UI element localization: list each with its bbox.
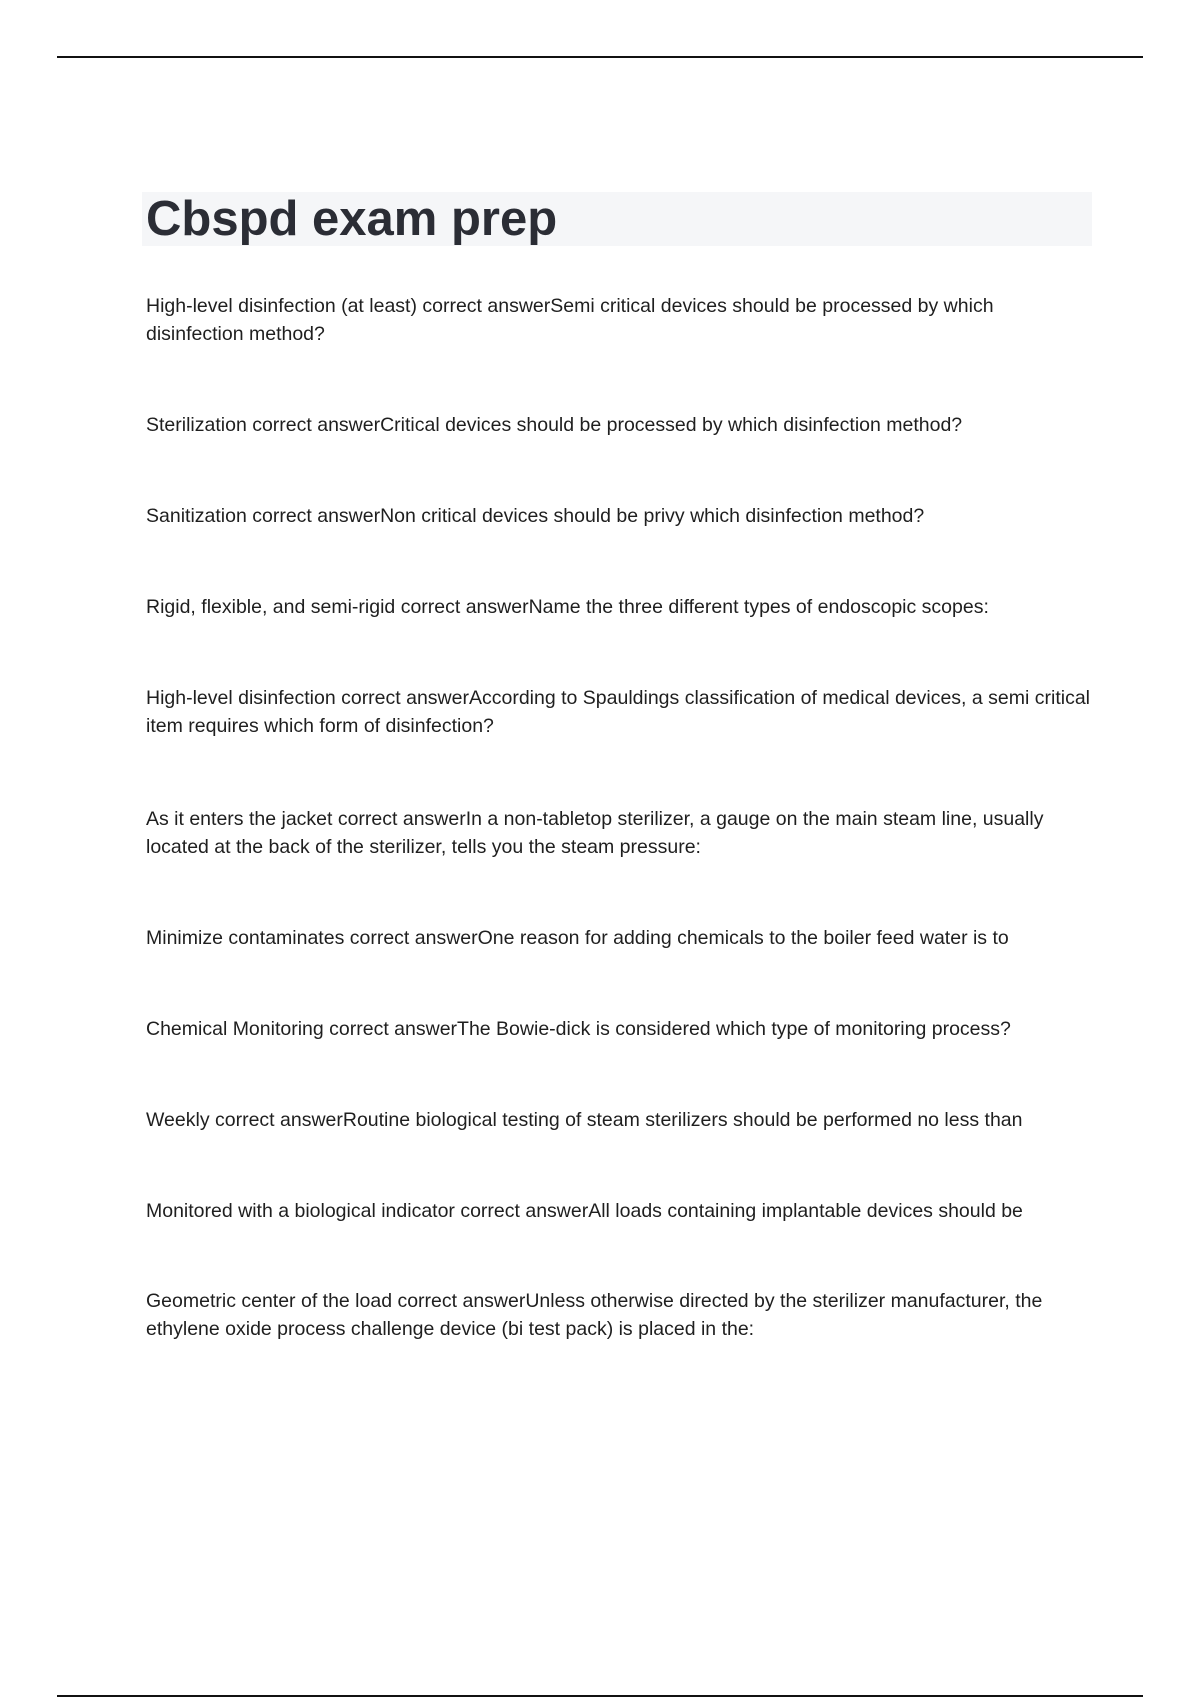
qa-item: Chemical Monitoring correct answerThe Bowie-dick is considered which type of monitoring process?: [146, 1018, 1011, 1040]
qa-item: As it enters the jacket correct answerIn a non-tabletop sterilizer, a gauge on the main steam line, usually located at the back of the sterilizer, tells you the steam pressure:: [146, 808, 1044, 858]
qa-item: High-level disinfection correct answerAccording to Spauldings classification of medical devices, a semi critical item requires which form of disinfection?: [146, 687, 1090, 737]
qa-item: High-level disinfection (at least) correct answerSemi critical devices should be processed by which disinfection method?: [146, 295, 994, 345]
page-title: Cbspd exam prep: [146, 192, 558, 246]
qa-item: Monitored with a biological indicator correct answerAll loads containing implantable devices should be: [146, 1200, 1023, 1222]
qa-item: Sterilization correct answerCritical devices should be processed by which disinfection method?: [146, 414, 963, 436]
qa-item: Weekly correct answerRoutine biological testing of steam sterilizers should be performed no less than: [146, 1109, 1023, 1131]
qa-item: Sanitization correct answerNon critical devices should be privy which disinfection method?: [146, 505, 925, 527]
footer-rule: [57, 1695, 1143, 1697]
header-rule: [57, 56, 1143, 58]
qa-item: Geometric center of the load correct answerUnless otherwise directed by the sterilizer manufacturer, the ethylene oxide process challenge device (bi test pack) is placed in the:: [146, 1290, 1043, 1340]
qa-item: Rigid, flexible, and semi-rigid correct answerName the three different types of endoscopic scopes:: [146, 596, 989, 618]
qa-item: Minimize contaminates correct answerOne reason for adding chemicals to the boiler feed water is to: [146, 927, 1009, 949]
